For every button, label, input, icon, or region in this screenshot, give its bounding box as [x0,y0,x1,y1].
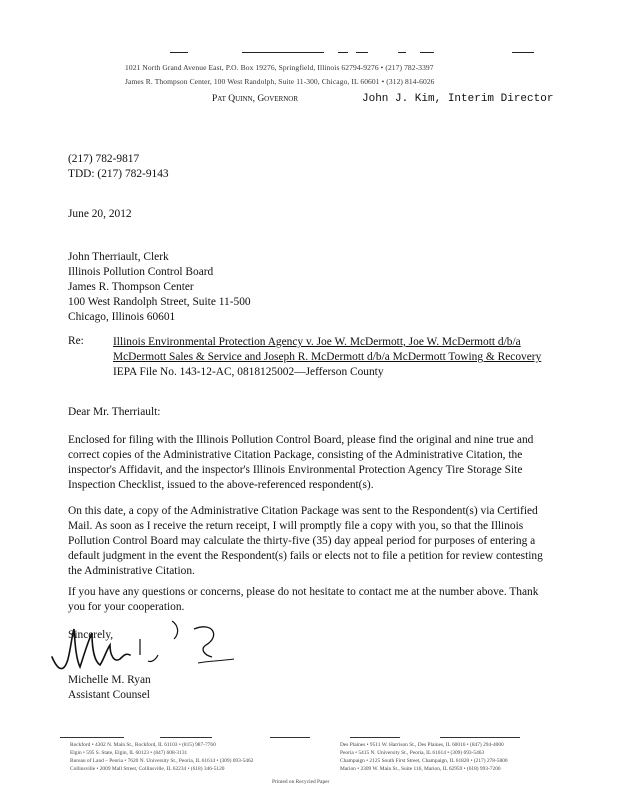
signer-name: Michelle M. Ryan [68,674,151,686]
footer-rule-segment [440,737,520,738]
re-block [113,335,543,380]
footer-rule-segment [350,737,400,738]
director-name: John J. Kim, Interim Director [362,93,554,105]
footer-office: Des Plaines • 9511 W. Harrison St., Des Plaines, IL 60016 • (847) 294-4000 [340,742,504,748]
recipient-line: John Therriault, Clerk [68,251,169,263]
re-label: Re: [68,335,84,347]
body-paragraph-service: On this date, a copy of the Administrative Citation Package was sent to the Respondent(s) via Certified Mail. As soon as I receive the return receipt, I will promptly file a copy with you, so that the Illinois Pollution Control Board may calculate the thirty-five (35) day appeal period for purposes of entering a default judgment in the event the Respondent(s) fails or elects not to file a petition for review contesting the Administrative Citation. [68,505,543,577]
file-number: IEPA File No. 143-12-AC, 0818125002—Jefferson County [113,366,384,378]
footer-rule-segment [60,737,124,738]
header-rule-segment [398,52,406,53]
recipient-line: 100 West Randolph Street, Suite 11-500 [68,296,251,308]
header-rule-segment [512,52,534,53]
header-rule-segment [356,52,368,53]
footer-office: Bureau of Land – Peoria • 7620 N. University St., Peoria, IL 61614 • (309) 693-5462 [70,758,254,764]
header-address-chicago: James R. Thompson Center, 100 West Randolph, Suite 11-300, Chicago, IL 60601 • (312) 814-6026 [125,77,435,86]
footer-office: Marion • 2309 W. Main St., Suite 116, Marion, IL 62959 • (618) 993-7200 [340,766,501,772]
closing: Sincerely, [68,629,114,641]
footer-office: Peoria • 5415 N. University St., Peoria, IL 61614 • (309) 693-5463 [340,750,485,756]
signer-title: Assistant Counsel [68,689,150,701]
footer-office: Collinsville • 2009 Mall Street, Collinsville, IL 62234 • (618) 346-5120 [70,766,225,772]
header-rule-segment [170,52,188,53]
recipient-line: Chicago, Illinois 60601 [68,311,176,323]
tdd-number: TDD: (217) 782-9143 [68,168,169,180]
recipient-line: Illinois Pollution Control Board [68,266,214,278]
phone-number: (217) 782-9817 [68,153,140,165]
footer-office: Elgin • 595 S. State, Elgin, IL 60123 • (847) 608-3131 [70,750,188,756]
body-paragraph-enclosure: Enclosed for filing with the Illinois Pollution Control Board, please find the original and nine true and correct copies of the Administrative Citation Package, consisting of the Administrative Citation, the inspector's Affidavit, and the inspector's Illinois Environmental Protection Agency Tire Storage Site Inspection Checklist, issued to the above-referenced respondent(s). [68,434,534,491]
footer-rule-segment [160,737,212,738]
footer-rule-segment [270,737,310,738]
header-address-springfield: 1021 North Grand Avenue East, P.O. Box 19276, Springfield, Illinois 62794-9276 • (217) 782-3397 [125,63,434,72]
header-rule-segment [420,52,434,53]
letter-date: June 20, 2012 [68,208,132,220]
case-title: Illinois Environmental Protection Agency v. Joe W. McDermott, Joe W. McDermott d/b/a McDermott Sales & Service and Joseph R. McDermott d/b/a McDermott Towing & Recovery [113,336,542,363]
body-paragraph-closing: If you have any questions or concerns, please do not hesitate to contact me at the number above. Thank you for your cooperation. [68,586,539,613]
salutation: Dear Mr. Therriault: [68,406,161,418]
header-rule-segment [338,52,348,53]
recipient-line: James R. Thompson Center [68,281,194,293]
footer-office: Champaign • 2125 South First Street, Champaign, IL 61820 • (217) 278-5800 [340,758,508,764]
header-rule-segment [242,52,324,53]
governor-name: Pat Quinn, Governor [212,94,299,104]
recycled-paper-note: Printed on Recycled Paper [272,779,330,785]
footer-office: Rockford • 4302 N. Main St., Rockford, IL 61103 • (815) 987-7760 [70,742,216,748]
